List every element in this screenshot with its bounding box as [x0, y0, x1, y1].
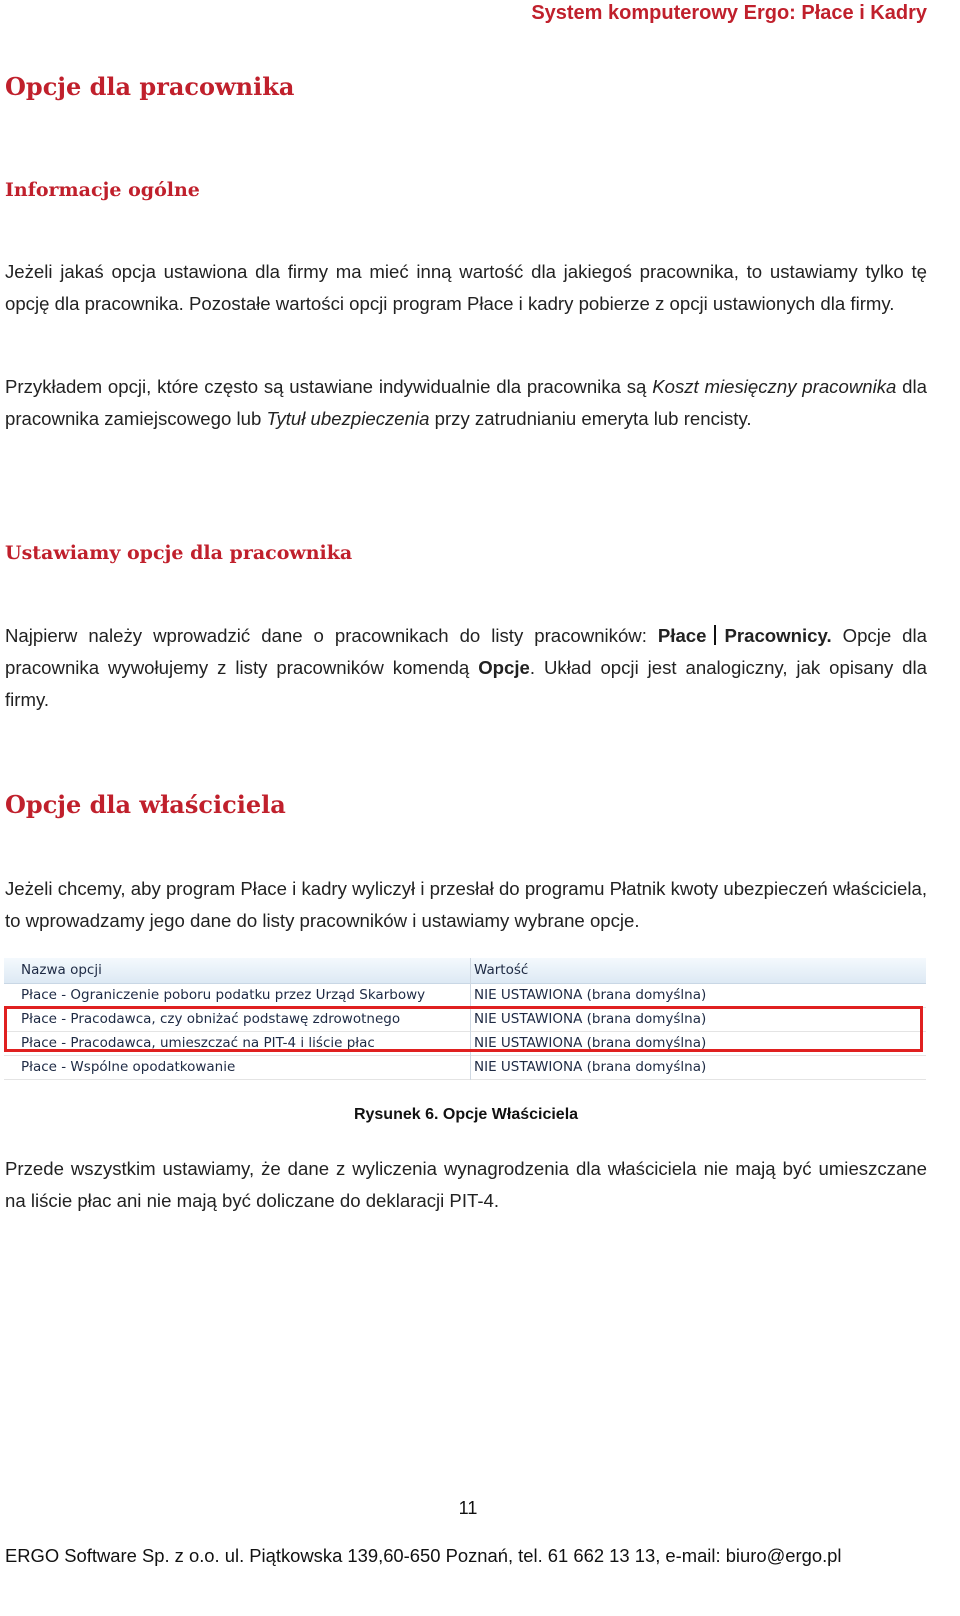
- page-title: Opcje dla pracownika: [5, 72, 295, 101]
- option-name: Płace - Wspólne opodatkowanie: [21, 1059, 236, 1075]
- option-value: NIE USTAWIONA (brana domyślna): [474, 1035, 707, 1051]
- section-heading-setting: Ustawiamy opcje dla pracownika: [5, 542, 353, 564]
- section-heading-owner: Opcje dla właściciela: [5, 790, 286, 819]
- options-table-figure: [4, 958, 926, 1080]
- paragraph-setting: [5, 620, 927, 716]
- paragraph-general-2: [5, 371, 927, 435]
- column-header-name: Nazwa opcji: [21, 962, 102, 978]
- section-heading-general: Informacje ogólne: [5, 179, 200, 201]
- table-row[interactable]: [4, 983, 926, 1008]
- menu-path-separator: [714, 625, 716, 645]
- text-run: przy zatrudnianiu emeryta lub rencisty.: [429, 408, 752, 429]
- running-header: System komputerowy Ergo: Płace i Kadry: [531, 2, 927, 24]
- option-name: Płace - Pracodawca, czy obniżać podstawę zdrowotnego: [21, 1011, 401, 1027]
- page-footer: ERGO Software Sp. z o.o. ul. Piątkowska 139,60-650 Poznań, tel. 61 662 13 13, e-mail: biuro@ergo.pl: [5, 1545, 842, 1566]
- option-name: Płace - Ograniczenie poboru podatku przez Urząd Skarbowy: [21, 987, 426, 1003]
- option-name: Płace - Pracodawca, umieszczać na PIT-4 i liście płac: [21, 1035, 375, 1051]
- text-run: Przykładem opcji, które często są ustawiane indywidualnie dla pracownika są: [5, 376, 653, 397]
- figure-caption: Rysunek 6. Opcje Właściciela: [353, 1106, 579, 1123]
- option-value: NIE USTAWIONA (brana domyślna): [474, 1059, 707, 1075]
- text-run: . Układ opcji jest analogiczny, jak opisany dla firmy.: [5, 657, 927, 710]
- option-value: NIE USTAWIONA (brana domyślna): [474, 1011, 707, 1027]
- table-row[interactable]: [4, 1031, 926, 1056]
- options-table-header: [4, 958, 926, 984]
- command-opcje: Opcje: [478, 657, 530, 678]
- menu-path-place: Płace: [657, 625, 707, 646]
- table-row[interactable]: [4, 1055, 926, 1080]
- paragraph-owner-2: Przede wszystkim ustawiamy, że dane z wyliczenia wynagrodzenia dla właściciela nie mają być umieszczane na liście płac ani nie mają być doliczane do deklaracji PIT-4.: [5, 1158, 927, 1211]
- page-number: 11: [458, 1498, 478, 1518]
- table-row[interactable]: [4, 1007, 926, 1032]
- text-run: dla pracownika zamiejscowego lub: [5, 376, 927, 429]
- italic-option-name: Koszt miesięczny pracownika: [652, 376, 897, 397]
- text-run: Najpierw należy wprowadzić dane o pracownikach do listy pracowników:: [5, 625, 658, 646]
- paragraph-general-1: Jeżeli jakaś opcja ustawiona dla firmy ma mieć inną wartość dla jakiegoś pracownika, to ustawiamy tylko tę opcję dla pracownika. Pozostałe wartości opcji program Płace i kadry pobierze z opcji ustawionych dla firmy.: [5, 261, 927, 314]
- column-header-value: Wartość: [474, 962, 529, 978]
- text-run: Opcje dla pracownika wywołujemy z listy pracowników komendą: [5, 625, 927, 678]
- option-value: NIE USTAWIONA (brana domyślna): [474, 987, 707, 1003]
- column-divider: [470, 958, 471, 1080]
- italic-option-name: Tytuł ubezpieczenia: [266, 408, 430, 429]
- menu-path-pracownicy: Pracownicy.: [724, 625, 832, 646]
- paragraph-owner-1: Jeżeli chcemy, aby program Płace i kadry wyliczył i przesłał do programu Płatnik kwoty ubezpieczeń właściciela, to wprowadzamy jego dane do listy pracowników i ustawiamy wybrane opcje.: [5, 878, 927, 931]
